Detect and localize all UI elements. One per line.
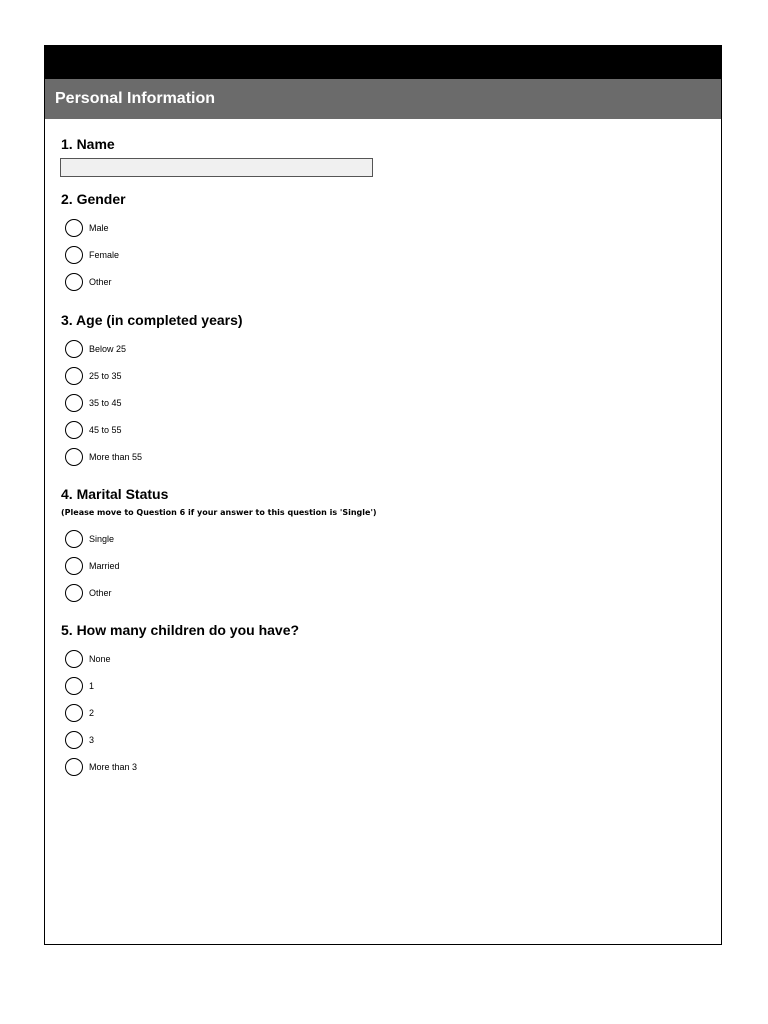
marital-option-single[interactable] bbox=[65, 529, 114, 549]
option-label: Other bbox=[89, 277, 112, 287]
gender-option-other[interactable] bbox=[65, 272, 112, 292]
option-label: 1 bbox=[89, 681, 95, 691]
children-option-2[interactable] bbox=[65, 703, 94, 723]
radio-button[interactable] bbox=[65, 677, 83, 695]
question-name-title: 1. Name bbox=[61, 136, 115, 152]
radio-button[interactable] bbox=[65, 394, 83, 412]
option-label: Female bbox=[89, 250, 120, 260]
radio-button[interactable] bbox=[65, 246, 83, 264]
question-age-title: 3. Age (in completed years) bbox=[61, 312, 243, 328]
option-label: 35 to 45 bbox=[89, 398, 122, 408]
radio-button[interactable] bbox=[65, 448, 83, 466]
radio-button[interactable] bbox=[65, 367, 83, 385]
option-label: 3 bbox=[89, 735, 95, 745]
marital-option-other[interactable] bbox=[65, 583, 112, 603]
marital-option-married[interactable] bbox=[65, 556, 120, 576]
age-option-more-than-55[interactable] bbox=[65, 447, 142, 467]
option-label: 2 bbox=[89, 708, 95, 718]
children-option-3[interactable] bbox=[65, 730, 94, 750]
option-label: Single bbox=[89, 534, 115, 544]
radio-button[interactable] bbox=[65, 530, 83, 548]
top-bar bbox=[45, 46, 721, 79]
children-option-1[interactable] bbox=[65, 676, 94, 696]
option-label: Male bbox=[89, 223, 109, 233]
option-label: More than 3 bbox=[89, 762, 138, 772]
option-label: 25 to 35 bbox=[89, 371, 122, 381]
age-option-45-to-55[interactable] bbox=[65, 420, 122, 440]
children-option-none[interactable] bbox=[65, 649, 111, 669]
radio-button[interactable] bbox=[65, 650, 83, 668]
section-header bbox=[45, 79, 721, 119]
question-children-title: 5. How many children do you have? bbox=[61, 622, 300, 638]
radio-button[interactable] bbox=[65, 758, 83, 776]
name-input[interactable] bbox=[60, 158, 373, 177]
option-label: 45 to 55 bbox=[89, 425, 122, 435]
question-marital-status-title: 4. Marital Status bbox=[61, 486, 169, 502]
section-title: Personal Information bbox=[55, 90, 216, 107]
radio-button[interactable] bbox=[65, 731, 83, 749]
children-option-more-than-3[interactable] bbox=[65, 757, 137, 777]
age-option-25-to-35[interactable] bbox=[65, 366, 122, 386]
age-option-35-to-45[interactable] bbox=[65, 393, 122, 413]
gender-option-female[interactable] bbox=[65, 245, 119, 265]
radio-button[interactable] bbox=[65, 340, 83, 358]
question-gender-title: 2. Gender bbox=[61, 191, 126, 207]
question-marital-status-note: (Please move to Question 6 if your answer to this question is 'Single') bbox=[61, 508, 377, 517]
option-label: Married bbox=[89, 561, 120, 571]
radio-button[interactable] bbox=[65, 584, 83, 602]
age-option-below-25[interactable] bbox=[65, 339, 126, 359]
radio-button[interactable] bbox=[65, 704, 83, 722]
radio-button[interactable] bbox=[65, 421, 83, 439]
option-label: More than 55 bbox=[89, 452, 143, 462]
option-label: None bbox=[89, 654, 111, 664]
form-page bbox=[44, 45, 722, 945]
option-label: Other bbox=[89, 588, 112, 598]
radio-button[interactable] bbox=[65, 557, 83, 575]
radio-button[interactable] bbox=[65, 273, 83, 291]
radio-button[interactable] bbox=[65, 219, 83, 237]
option-label: Below 25 bbox=[89, 344, 127, 354]
gender-option-male[interactable] bbox=[65, 218, 109, 238]
